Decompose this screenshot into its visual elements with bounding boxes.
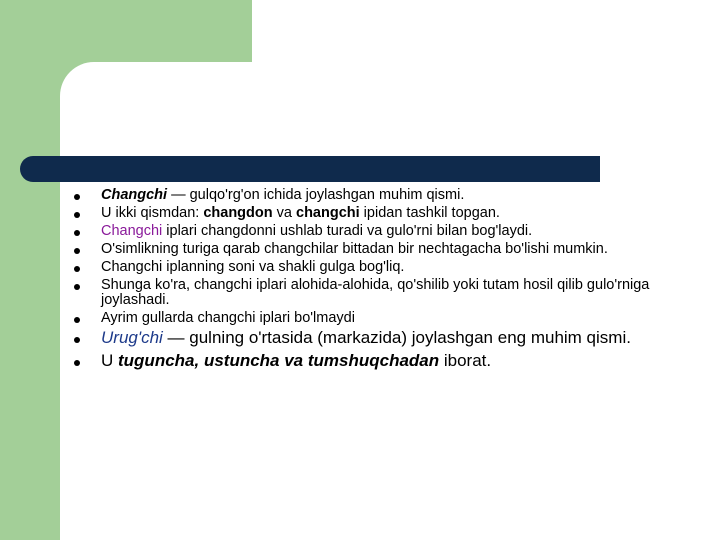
bullet-item: [74, 329, 674, 347]
bullet-text: — gulqo'rg'on ichida joylashgan muhim qismi.: [167, 187, 465, 203]
bullet-item: [74, 352, 674, 370]
bullet-text: U ikki qismdan:: [101, 205, 204, 221]
bullet-dot-icon: [74, 212, 80, 218]
bullet-dot-icon: [74, 360, 80, 366]
bullet-dot-icon: [74, 317, 80, 323]
bullet-text: iborat.: [439, 351, 492, 370]
bullet-text: iplari changdonni ushlab turadi va gulo'rni bilan bog'laydi.: [162, 223, 533, 239]
bullet-item: [74, 311, 674, 326]
bullet-item: [74, 188, 674, 203]
bullet-text: va: [272, 205, 296, 221]
term-parts: tuguncha, ustuncha va tumshuqchadan: [118, 351, 440, 370]
bullet-text: — gulning o'rtasida (markazida) joylashgan eng muhim qismi.: [162, 328, 631, 347]
bullet-item: [74, 278, 674, 308]
bullet-dot-icon: [74, 284, 80, 290]
title-bar: [20, 156, 600, 182]
bullet-item: [74, 224, 674, 239]
term-changchi-highlight: Changchi: [101, 223, 163, 239]
bullet-dot-icon: [74, 248, 80, 254]
bullet-dot-icon: [74, 337, 80, 343]
term-changchi: changchi: [296, 205, 360, 221]
bullet-list: [74, 188, 674, 375]
bullet-text: U: [101, 351, 118, 370]
bullet-text: Shunga ko'ra, changchi iplari alohida-alohida, qo'shilib yoki tutam hosil qilib gulo'rniga joylashadi.: [101, 277, 650, 308]
term-changchi: Changchi: [101, 187, 168, 203]
bullet-item: [74, 260, 674, 275]
bullet-text: Changchi iplanning soni va shakli gulga bog'liq.: [101, 259, 405, 275]
term-changdon: changdon: [203, 205, 273, 221]
bullet-dot-icon: [74, 230, 80, 236]
bullet-item: [74, 206, 674, 221]
bullet-text: O'simlikning turiga qarab changchilar bittadan bir nechtagacha bo'lishi mumkin.: [101, 241, 608, 257]
bullet-dot-icon: [74, 194, 80, 200]
bullet-text: Ayrim gullarda changchi iplari bo'lmaydi: [101, 310, 355, 326]
bullet-item: [74, 242, 674, 257]
background-green-strip: [0, 0, 60, 540]
bullet-text: ipidan tashkil topgan.: [359, 205, 500, 221]
bullet-dot-icon: [74, 266, 80, 272]
term-urugchi: Urug'chi: [101, 328, 163, 347]
